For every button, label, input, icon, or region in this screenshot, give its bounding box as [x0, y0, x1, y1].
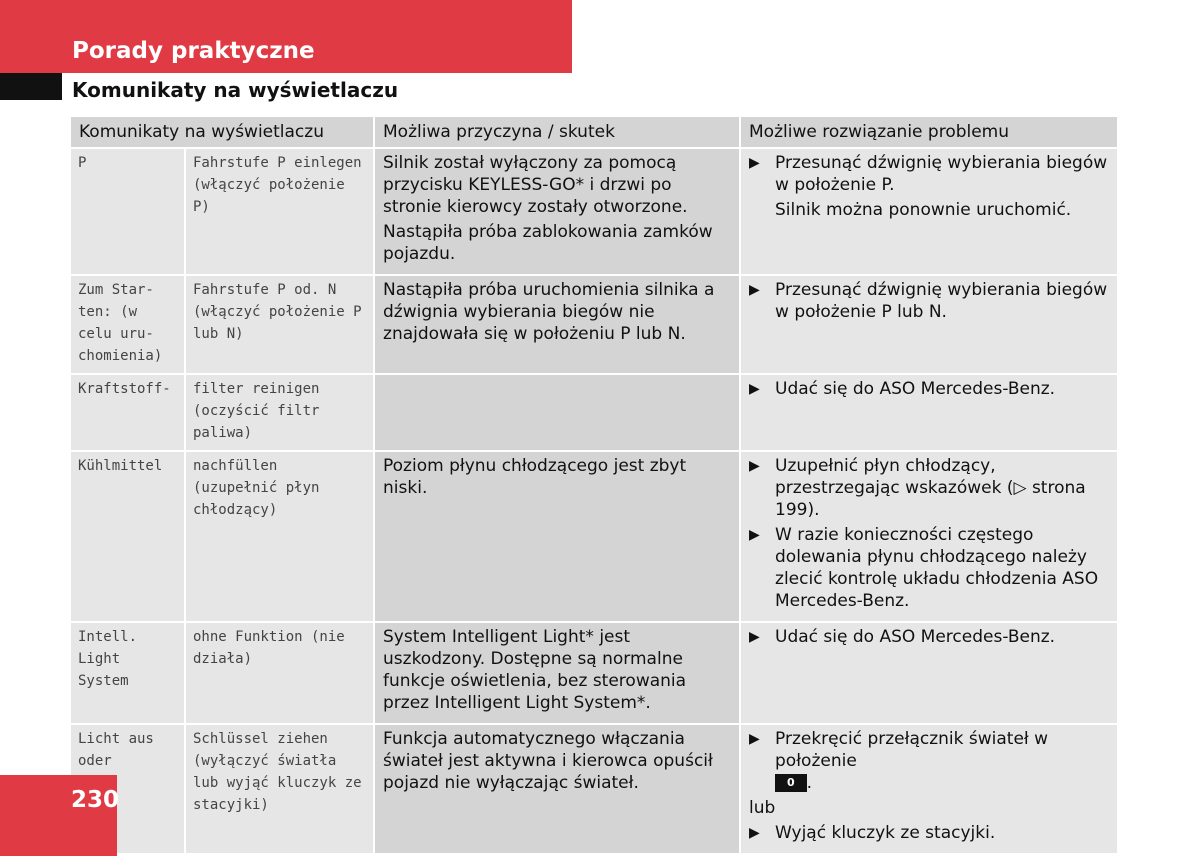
message-text: Fahrstufe P einlegen (włączyć położenie P)	[185, 148, 374, 275]
solution-text: Uzupełnić płyn chłodzący, przestrzegając wskazówek (▷ strona 199).	[775, 456, 1086, 520]
solution-step	[749, 822, 1109, 844]
cause-cell	[374, 451, 740, 622]
solution-step	[749, 626, 1109, 648]
cause-text: System Intelligent Light* jest uszkodzony. Dostępne są normalne funkcje oświetlenia, bez sterowania przez Intelligent Light System*.	[383, 627, 687, 713]
header-solution: Możliwe rozwiązanie problemu	[740, 117, 1118, 148]
solution-text: Udać się do ASO Mercedes-Benz.	[775, 379, 1056, 399]
header-tab-marker	[0, 73, 62, 100]
solution-step	[749, 455, 1109, 521]
solution-cell	[740, 451, 1118, 622]
bullet-arrow-icon: ▶	[749, 381, 760, 397]
solution-step	[749, 152, 1109, 196]
solution-text: Przekręcić przełącznik świateł w położenie	[775, 729, 1049, 771]
message-code: Kühlmittel	[71, 451, 185, 622]
cause-text: Nastąpiła próba uruchomienia silnika a dźwignia wybierania biegów nie znajdowała się w położeniu P lub N.	[383, 280, 715, 344]
message-code: Licht aus oder	[71, 724, 185, 854]
solution-note: Silnik można ponownie uruchomić.	[775, 200, 1072, 220]
solution-text: Przesunąć dźwignię wybierania biegów w położenie P lub N.	[775, 280, 1108, 322]
bullet-arrow-icon: ▶	[749, 731, 760, 747]
message-text: Schlüssel ziehen (wyłączyć światła lub wyjąć kluczyk ze stacyjki)	[185, 724, 374, 854]
table-row	[71, 374, 1118, 451]
header-cause: Możliwa przyczyna / skutek	[374, 117, 740, 148]
message-code: Intell. Light System	[71, 622, 185, 724]
solution-step	[749, 378, 1109, 400]
solution-text: Udać się do ASO Mercedes-Benz.	[775, 627, 1056, 647]
page-number: 230	[71, 787, 120, 813]
solution-text: Przesunąć dźwignię wybierania biegów w położenie P.	[775, 153, 1108, 195]
solution-or: lub	[749, 798, 776, 818]
bullet-arrow-icon: ▶	[749, 825, 760, 841]
cause-text: Silnik został wyłączony za pomocą przycisku KEYLESS-GO* i drzwi po stronie kierowcy zostały otworzone.	[383, 153, 688, 217]
bullet-arrow-icon: ▶	[749, 629, 760, 645]
table-row	[71, 275, 1118, 374]
cause-cell	[374, 374, 740, 451]
cause-cell	[374, 724, 740, 854]
light-switch-position-badge: 0	[775, 774, 807, 792]
cause-text: Nastąpiła próba zablokowania zamków pojazdu.	[383, 222, 713, 264]
cause-cell	[374, 275, 740, 374]
solution-step	[749, 279, 1109, 323]
table-row	[71, 724, 1118, 854]
message-code: Zum Star-ten: (w celu uru-chomienia)	[71, 275, 185, 374]
table-row	[71, 451, 1118, 622]
solution-cell	[740, 622, 1118, 724]
cause-text: Funkcja automatycznego włączania świateł jest aktywna i kierowca opuścił pojazd nie wyłączając świateł.	[383, 729, 713, 793]
bullet-arrow-icon: ▶	[749, 282, 760, 298]
message-text: filter reinigen (oczyścić filtr paliwa)	[185, 374, 374, 451]
bullet-arrow-icon: ▶	[749, 458, 760, 474]
solution-cell	[740, 724, 1118, 854]
message-text: Fahrstufe P od. N (włączyć położenie P lub N)	[185, 275, 374, 374]
cause-cell	[374, 148, 740, 275]
table-row	[71, 148, 1118, 275]
table-row	[71, 622, 1118, 724]
solution-cell	[740, 275, 1118, 374]
message-text: nachfüllen (uzupełnić płyn chłodzący)	[185, 451, 374, 622]
table-header-row	[71, 117, 1118, 148]
solution-text: W razie konieczności częstego dolewania płynu chłodzącego należy zlecić kontrolę układu chłodzenia ASO Mercedes-Benz.	[775, 525, 1099, 611]
message-code: Kraftstoff-	[71, 374, 185, 451]
bullet-arrow-icon: ▶	[749, 155, 760, 171]
solution-cell	[740, 374, 1118, 451]
bullet-arrow-icon: ▶	[749, 527, 760, 543]
solution-text-end: .	[806, 773, 813, 793]
header-messages: Komunikaty na wyświetlaczu	[71, 117, 374, 148]
page-subtitle: Komunikaty na wyświetlaczu	[72, 78, 399, 102]
message-code: P	[71, 148, 185, 275]
cause-text: Poziom płynu chłodzącego jest zbyt niski.	[383, 456, 687, 498]
cause-cell	[374, 622, 740, 724]
solution-step	[749, 728, 1109, 794]
solution-text: Wyjąć kluczyk ze stacyjki.	[775, 823, 996, 843]
display-messages-table	[71, 117, 1119, 855]
message-text: ohne Funktion (nie działa)	[185, 622, 374, 724]
solution-cell	[740, 148, 1118, 275]
section-title: Porady praktyczne	[72, 38, 315, 64]
solution-step	[749, 524, 1109, 612]
